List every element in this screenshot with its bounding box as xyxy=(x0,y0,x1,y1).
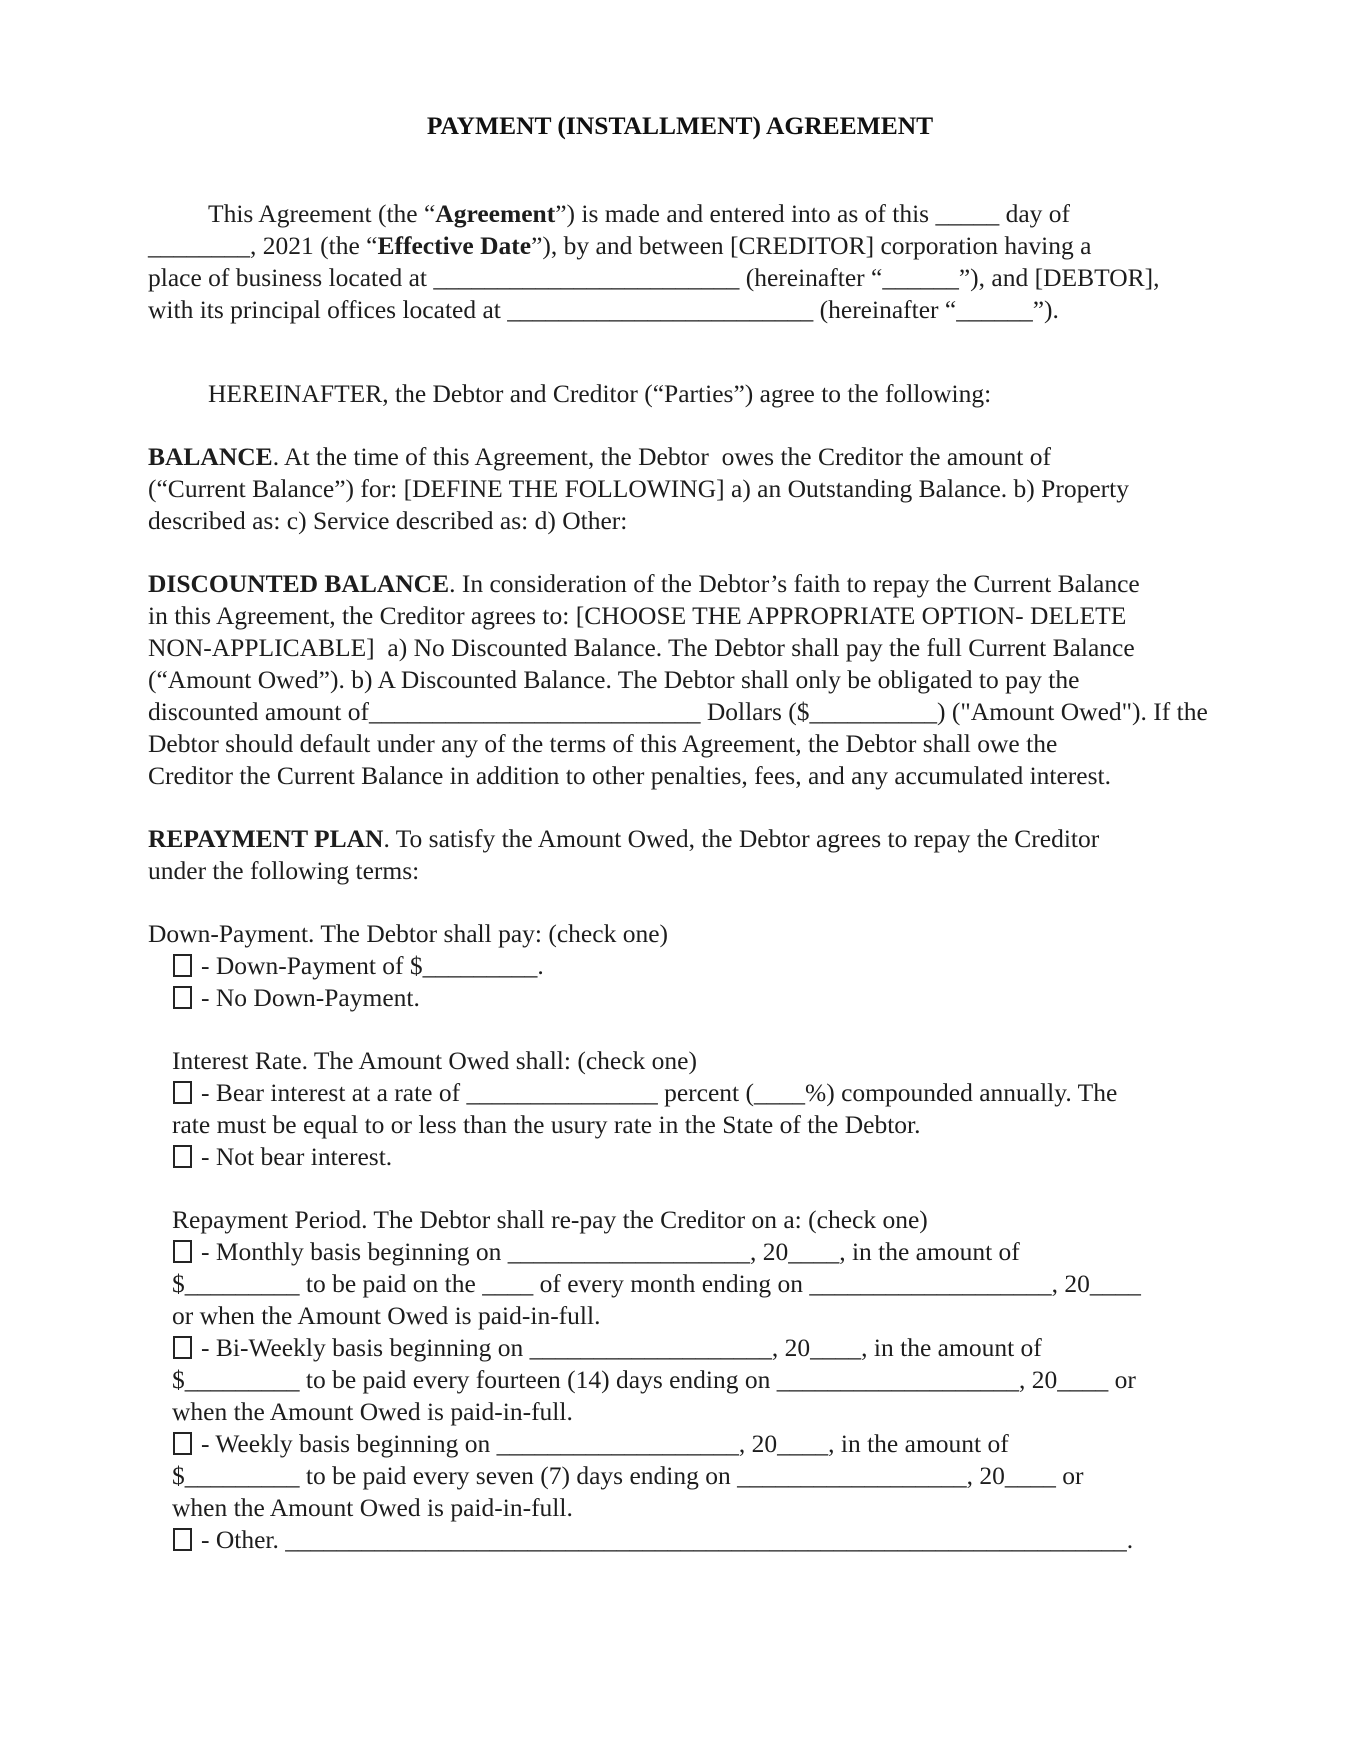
doc-line xyxy=(148,262,1240,294)
doc-line xyxy=(172,1428,1240,1460)
checkbox-icon[interactable] xyxy=(173,986,192,1009)
text-segment: Repayment Period. The Debtor shall re-pay the Creditor on a: (check one) xyxy=(172,1205,928,1234)
text-segment-bold: REPAYMENT PLAN xyxy=(148,824,384,853)
doc-line xyxy=(148,696,1240,728)
paragraph-repayment-plan xyxy=(148,823,1240,887)
doc-line xyxy=(148,950,1240,982)
text-segment: - Other. __________________________________________________________________. xyxy=(201,1525,1134,1554)
doc-line xyxy=(172,1492,1240,1524)
doc-line xyxy=(148,632,1240,664)
doc-line xyxy=(172,1300,1240,1332)
text-segment: discounted amount of__________________________ Dollars ($__________) ("Amount Owed"). If the xyxy=(148,697,1208,726)
doc-line xyxy=(172,1236,1240,1268)
text-segment: (“Amount Owed”). b) A Discounted Balance. The Debtor shall only be obligated to pay the xyxy=(148,665,1080,694)
text-segment: ________, 2021 (the “ xyxy=(148,231,378,260)
text-segment-bold: BALANCE xyxy=(148,442,273,471)
checkbox-icon[interactable] xyxy=(173,954,192,977)
checkbox-icon[interactable] xyxy=(173,1336,192,1359)
text-segment: under the following terms: xyxy=(148,856,420,885)
checkbox-icon[interactable] xyxy=(173,1081,192,1104)
text-segment-bold: Agreement xyxy=(435,199,556,228)
doc-line xyxy=(148,441,1240,473)
text-segment: (“Current Balance”) for: [DEFINE THE FOLLOWING] a) an Outstanding Balance. b) Property xyxy=(148,474,1129,503)
text-segment: This Agreement (the “ xyxy=(208,199,436,228)
doc-line xyxy=(148,568,1240,600)
doc-line xyxy=(172,1204,1240,1236)
doc-line xyxy=(172,1109,1240,1141)
text-segment: - Weekly basis beginning on ___________________, 20____, in the amount of xyxy=(201,1429,1009,1458)
text-segment: ”), by and between [CREDITOR] corporation having a xyxy=(531,231,1092,260)
paragraph-down-payment xyxy=(148,918,1240,1014)
doc-line xyxy=(148,600,1240,632)
text-segment: - Monthly basis beginning on ___________________, 20____, in the amount of xyxy=(201,1237,1020,1266)
text-segment: when the Amount Owed is paid-in-full. xyxy=(172,1493,573,1522)
doc-line xyxy=(148,230,1240,262)
doc-line xyxy=(148,982,1240,1014)
doc-line xyxy=(148,728,1240,760)
text-segment: when the Amount Owed is paid-in-full. xyxy=(172,1397,573,1426)
doc-line xyxy=(172,1396,1240,1428)
doc-line xyxy=(172,1077,1240,1109)
text-segment: $_________ to be paid every fourteen (14) days ending on ___________________, 20____ or xyxy=(172,1365,1136,1394)
text-segment: NON-APPLICABLE] a) No Discounted Balance. The Debtor shall pay the full Current Balance xyxy=(148,633,1135,662)
doc-line xyxy=(148,664,1240,696)
document-title: PAYMENT (INSTALLMENT) AGREEMENT xyxy=(426,111,934,140)
paragraph-discounted-balance xyxy=(148,568,1240,792)
checkbox-icon[interactable] xyxy=(173,1528,192,1551)
text-segment: with its principal offices located at ________________________ (hereinafter “______”). xyxy=(148,295,1059,324)
text-segment: Down-Payment. The Debtor shall pay: (check one) xyxy=(148,919,668,948)
doc-line xyxy=(172,1364,1240,1396)
text-segment: HEREINAFTER, the Debtor and Creditor (“Parties”) agree to the following: xyxy=(208,379,992,408)
paragraph-interest-rate xyxy=(172,1045,1240,1173)
text-segment: or when the Amount Owed is paid-in-full. xyxy=(172,1301,601,1330)
doc-line xyxy=(148,918,1240,950)
text-segment: Creditor the Current Balance in addition to other penalties, fees, and any accumulated interest. xyxy=(148,761,1111,790)
doc-line xyxy=(148,505,1240,537)
checkbox-icon[interactable] xyxy=(173,1432,192,1455)
doc-line xyxy=(172,1141,1240,1173)
text-segment: . To satisfy the Amount Owed, the Debtor agrees to repay the Creditor xyxy=(383,824,1100,853)
text-segment: described as: c) Service described as: d) Other: xyxy=(148,506,628,535)
text-segment: . In consideration of the Debtor’s faith to repay the Current Balance xyxy=(449,569,1140,598)
text-segment: - Bear interest at a rate of _______________ percent (____%) compounded annually. The xyxy=(201,1078,1118,1107)
doc-line xyxy=(148,823,1240,855)
checkbox-icon[interactable] xyxy=(173,1240,192,1263)
doc-line xyxy=(148,855,1240,887)
text-segment: rate must be equal to or less than the usury rate in the State of the Debtor. xyxy=(172,1110,921,1139)
paragraph-hereinafter xyxy=(148,378,1240,410)
text-segment: Debtor should default under any of the terms of this Agreement, the Debtor shall owe the xyxy=(148,729,1058,758)
doc-line xyxy=(148,473,1240,505)
text-segment-bold: DISCOUNTED BALANCE xyxy=(148,569,450,598)
text-segment: - Down-Payment of $_________. xyxy=(201,951,544,980)
doc-line xyxy=(172,1045,1240,1077)
doc-line xyxy=(172,1460,1240,1492)
text-segment: Interest Rate. The Amount Owed shall: (check one) xyxy=(172,1046,697,1075)
paragraph-balance xyxy=(148,441,1240,537)
text-segment: $_________ to be paid every seven (7) days ending on __________________, 20____ or xyxy=(172,1461,1084,1490)
paragraph-repayment-period xyxy=(172,1204,1240,1556)
doc-line xyxy=(148,294,1240,326)
doc-line xyxy=(172,1524,1240,1556)
text-segment: - No Down-Payment. xyxy=(201,983,420,1012)
doc-line xyxy=(172,1332,1240,1364)
text-segment: - Bi-Weekly basis beginning on ___________________, 20____, in the amount of xyxy=(201,1333,1042,1362)
text-segment: $_________ to be paid on the ____ of every month ending on ___________________, 20____ xyxy=(172,1269,1141,1298)
text-segment: place of business located at ________________________ (hereinafter “______”), and [DEBTOR], xyxy=(148,263,1160,292)
doc-line xyxy=(148,198,1240,230)
text-segment: ”) is made and entered into as of this _____ day of xyxy=(555,199,1071,228)
text-segment: in this Agreement, the Creditor agrees to: [CHOOSE THE APPROPRIATE OPTION- DELETE xyxy=(148,601,1127,630)
text-segment: - Not bear interest. xyxy=(201,1142,393,1171)
text-segment: . At the time of this Agreement, the Debtor owes the Creditor the amount of xyxy=(272,442,1051,471)
doc-line xyxy=(148,760,1240,792)
doc-line xyxy=(148,378,1240,410)
paragraph-intro xyxy=(148,198,1240,326)
checkbox-icon[interactable] xyxy=(173,1145,192,1168)
text-segment-bold: Effective Date xyxy=(377,231,532,260)
doc-line xyxy=(172,1268,1240,1300)
